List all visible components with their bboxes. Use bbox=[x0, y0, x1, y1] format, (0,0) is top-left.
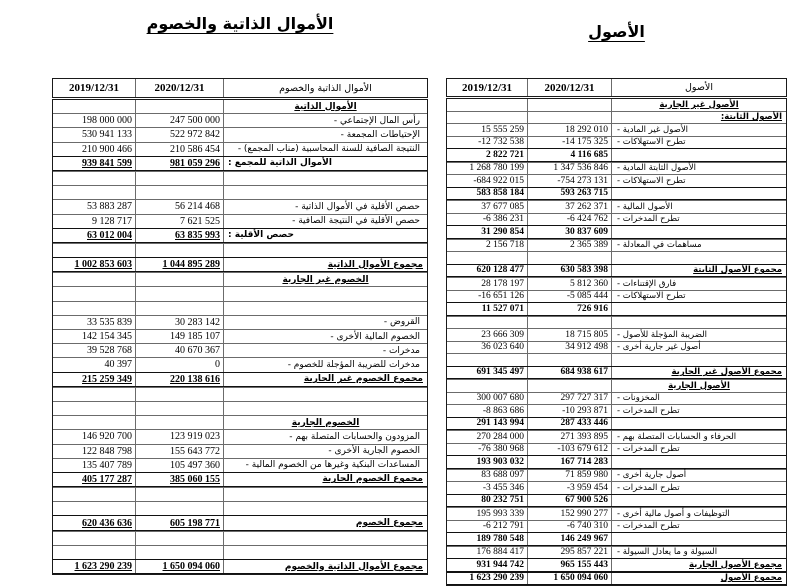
value-2019-cell: 939 841 599 bbox=[82, 157, 132, 169]
label-cell bbox=[611, 226, 786, 238]
label-cell: مجموع الأموال الذاتية والخصوم bbox=[223, 560, 427, 573]
label-cell: - الضريبة المؤجلة للأصول bbox=[611, 329, 786, 341]
value-2019-cell: 36 023 640 bbox=[481, 342, 524, 353]
value-2020-cell: -6 424 762 bbox=[527, 214, 611, 226]
label-cell bbox=[223, 532, 427, 545]
label-cell: الخصوم غير الجارية bbox=[223, 273, 427, 286]
table-row bbox=[53, 272, 427, 286]
table-row bbox=[53, 559, 427, 574]
value-2019-cell: -8 863 686 bbox=[482, 405, 524, 416]
label-cell: - النتيجة الصافية للسنة المحاسبية (مناب المجمع) bbox=[223, 143, 427, 156]
table-row bbox=[53, 444, 427, 458]
value-2019-cell: 33 535 839 bbox=[87, 316, 132, 328]
value-2020-cell: 726 916 bbox=[527, 303, 611, 315]
label-cell bbox=[223, 287, 427, 300]
table-row bbox=[447, 213, 786, 226]
page-title-liabilities: الأموال الذاتية والخصوم bbox=[146, 14, 334, 33]
value-2020-cell bbox=[135, 100, 223, 113]
value-2020-cell: 56 214 468 bbox=[135, 200, 223, 213]
value-2019-cell bbox=[447, 354, 527, 366]
value-2019-cell: 691 345 497 bbox=[476, 367, 524, 378]
label-cell: - المساعدات البنكية وغيرها من الخصوم المالية bbox=[223, 459, 427, 472]
table-row bbox=[53, 357, 427, 371]
table-row bbox=[447, 99, 786, 111]
table-row bbox=[447, 455, 786, 469]
value-2019-cell: 2 822 721 bbox=[486, 149, 524, 160]
table-row bbox=[53, 401, 427, 415]
label-cell: - مدخرات للضريبة المؤجلة للخصوم bbox=[223, 358, 427, 371]
value-2020-cell bbox=[527, 380, 611, 392]
column-header-2020: 2020/12/31 bbox=[135, 79, 223, 97]
value-2020-cell: 37 262 371 bbox=[527, 201, 611, 213]
value-2020-cell: 593 263 715 bbox=[527, 188, 611, 200]
value-2020-cell: 105 497 360 bbox=[135, 459, 223, 472]
value-2020-cell: 1 044 895 289 bbox=[135, 258, 223, 271]
value-2020-cell: -14 175 325 bbox=[527, 137, 611, 149]
value-2020-cell: 18 715 805 bbox=[527, 329, 611, 341]
table-row bbox=[53, 429, 427, 443]
table-row bbox=[53, 329, 427, 343]
value-2020-cell: 155 643 772 bbox=[135, 445, 223, 458]
value-2020-cell: 123 919 023 bbox=[135, 430, 223, 443]
label-cell: - الخصوم المالية الأخرى bbox=[223, 330, 427, 343]
value-2020-cell bbox=[135, 172, 223, 185]
value-2020-cell: -3 959 454 bbox=[527, 482, 611, 494]
value-2020-cell: 0 bbox=[135, 358, 223, 371]
value-2020-cell: -754 273 131 bbox=[527, 175, 611, 187]
label-cell bbox=[223, 186, 427, 199]
value-2019-cell: 176 884 417 bbox=[476, 547, 524, 558]
value-2019-cell: 1 002 853 603 bbox=[74, 259, 132, 271]
value-2020-cell: 63 835 993 bbox=[135, 229, 223, 242]
table-row bbox=[447, 469, 786, 482]
value-2019-cell: -6 212 791 bbox=[482, 521, 524, 532]
table-row bbox=[53, 257, 427, 272]
value-2019-cell bbox=[53, 273, 135, 286]
value-2019-cell bbox=[53, 402, 135, 415]
label-cell bbox=[611, 149, 786, 161]
liabilities-table-header bbox=[52, 78, 428, 98]
table-row bbox=[447, 290, 786, 303]
table-row bbox=[53, 214, 427, 228]
table-row bbox=[53, 199, 427, 213]
value-2019-cell: 1 268 780 199 bbox=[469, 163, 524, 174]
table-row bbox=[447, 404, 786, 417]
value-2019-cell: 146 920 700 bbox=[82, 431, 132, 443]
value-2020-cell: -5 085 444 bbox=[527, 291, 611, 303]
table-row bbox=[447, 225, 786, 239]
label-cell: - الأصول غير المادية bbox=[611, 124, 786, 136]
value-2020-cell: 247 500 000 bbox=[135, 114, 223, 127]
value-2019-cell: 405 177 287 bbox=[82, 473, 132, 485]
value-2019-cell: 189 780 548 bbox=[476, 533, 524, 544]
table-row bbox=[53, 531, 427, 545]
value-2020-cell bbox=[135, 388, 223, 401]
table-row bbox=[53, 228, 427, 243]
value-2020-cell: 210 586 454 bbox=[135, 143, 223, 156]
value-2019-cell bbox=[53, 546, 135, 559]
value-2019-cell: 135 407 789 bbox=[82, 459, 132, 471]
table-row bbox=[53, 127, 427, 141]
value-2019-cell: 23 666 309 bbox=[481, 329, 524, 340]
value-2019-cell: 210 900 466 bbox=[82, 143, 132, 155]
value-2020-cell: -6 740 310 bbox=[527, 521, 611, 533]
table-row bbox=[447, 379, 786, 392]
value-2020-cell: 1 347 536 846 bbox=[527, 163, 611, 175]
value-2020-cell bbox=[527, 99, 611, 111]
label-cell: - تطرح المدخرات bbox=[611, 482, 786, 494]
value-2020-cell: 167 714 283 bbox=[527, 456, 611, 468]
table-row bbox=[447, 123, 786, 136]
label-cell: - رأس المال الإجتماعي bbox=[223, 114, 427, 127]
value-2020-cell: 522 972 842 bbox=[135, 128, 223, 141]
value-2019-cell: 1 623 290 239 bbox=[469, 573, 524, 584]
value-2019-cell: 53 883 287 bbox=[87, 201, 132, 213]
value-2020-cell: 152 990 277 bbox=[527, 508, 611, 520]
table-row bbox=[447, 546, 786, 559]
value-2019-cell: 15 555 259 bbox=[481, 124, 524, 135]
assets-table-body bbox=[446, 98, 787, 586]
table-row bbox=[447, 277, 786, 290]
value-2020-cell: 2 365 389 bbox=[527, 240, 611, 252]
table-row bbox=[447, 353, 786, 366]
table-row bbox=[447, 328, 786, 341]
label-cell bbox=[223, 388, 427, 401]
value-2019-cell: 195 993 339 bbox=[476, 508, 524, 519]
value-2020-cell bbox=[135, 273, 223, 286]
value-2020-cell bbox=[135, 546, 223, 559]
value-2019-cell: 11 527 071 bbox=[481, 303, 524, 314]
value-2019-cell: 1 623 290 239 bbox=[74, 561, 132, 573]
label-cell: مجموع الخصوم غير الجارية bbox=[223, 373, 427, 386]
label-cell: - السيولة و ما يعادل السيولة bbox=[611, 547, 786, 559]
label-cell bbox=[611, 188, 786, 200]
label-cell: - القروض bbox=[223, 316, 427, 329]
value-2019-cell bbox=[447, 252, 527, 264]
label-cell: - الحرفاء و الحسابات المتصلة بهم bbox=[611, 431, 786, 443]
label-cell: الأصول الجارية bbox=[611, 380, 786, 392]
value-2019-cell bbox=[53, 388, 135, 401]
table-row bbox=[447, 366, 786, 380]
value-2020-cell bbox=[135, 302, 223, 315]
label-cell: الخصوم الجارية bbox=[223, 416, 427, 429]
label-cell: - تطرح الاستهلاكات bbox=[611, 175, 786, 187]
label-cell: - الخصوم الجارية الأخرى bbox=[223, 445, 427, 458]
value-2020-cell: 287 433 446 bbox=[527, 418, 611, 430]
table-row bbox=[447, 532, 786, 546]
value-2020-cell: 965 155 443 bbox=[527, 559, 611, 571]
column-header-label: الأصول bbox=[611, 79, 786, 96]
value-2019-cell bbox=[53, 302, 135, 315]
value-2020-cell: 4 116 685 bbox=[527, 149, 611, 161]
value-2019-cell: -6 386 231 bbox=[482, 214, 524, 225]
table-row bbox=[447, 417, 786, 431]
value-2020-cell: 34 912 498 bbox=[527, 342, 611, 354]
table-row bbox=[53, 343, 427, 357]
label-cell: الأصول الثابتة: bbox=[611, 112, 786, 124]
label-cell bbox=[223, 402, 427, 415]
value-2020-cell: 295 857 221 bbox=[527, 547, 611, 559]
value-2020-cell: 146 249 967 bbox=[527, 533, 611, 545]
value-2019-cell: 193 903 032 bbox=[476, 456, 524, 467]
liabilities-table bbox=[52, 78, 428, 575]
value-2019-cell bbox=[53, 416, 135, 429]
table-row bbox=[53, 515, 427, 530]
table-row bbox=[447, 392, 786, 405]
table-row bbox=[53, 472, 427, 487]
value-2020-cell: 7 621 525 bbox=[135, 215, 223, 228]
table-row bbox=[447, 251, 786, 264]
table-row bbox=[447, 136, 786, 149]
table-row bbox=[447, 558, 786, 572]
value-2019-cell: 583 858 184 bbox=[476, 188, 524, 199]
value-2020-cell: 40 670 367 bbox=[135, 344, 223, 357]
value-2019-cell: 80 232 751 bbox=[481, 495, 524, 506]
table-row bbox=[447, 316, 786, 329]
value-2019-cell: 300 007 680 bbox=[476, 393, 524, 404]
value-2019-cell: 28 178 197 bbox=[481, 278, 524, 289]
value-2019-cell bbox=[447, 317, 527, 329]
table-row bbox=[447, 341, 786, 354]
value-2019-cell: -76 380 968 bbox=[478, 444, 524, 455]
label-cell bbox=[223, 546, 427, 559]
value-2020-cell: 605 198 771 bbox=[135, 516, 223, 529]
value-2020-cell bbox=[527, 354, 611, 366]
value-2020-cell: 630 583 398 bbox=[527, 265, 611, 277]
value-2019-cell: 291 143 994 bbox=[476, 418, 524, 429]
label-cell bbox=[223, 502, 427, 515]
table-row bbox=[53, 387, 427, 401]
label-cell bbox=[223, 302, 427, 315]
table-row bbox=[447, 200, 786, 213]
table-row bbox=[447, 174, 786, 187]
table-row bbox=[53, 545, 427, 559]
value-2019-cell: 620 436 636 bbox=[82, 517, 132, 529]
label-cell: - تطرح المدخرات bbox=[611, 444, 786, 456]
value-2020-cell bbox=[527, 112, 611, 124]
value-2019-cell: 530 941 133 bbox=[82, 129, 132, 141]
value-2020-cell bbox=[135, 416, 223, 429]
label-cell: - مدخرات bbox=[223, 344, 427, 357]
table-row bbox=[53, 458, 427, 472]
value-2019-cell: -16 651 126 bbox=[478, 291, 524, 302]
value-2020-cell: 30 283 142 bbox=[135, 316, 223, 329]
value-2020-cell bbox=[135, 532, 223, 545]
table-row bbox=[53, 487, 427, 501]
value-2019-cell: 215 259 349 bbox=[82, 373, 132, 385]
label-cell: مجموع الأصول الثابتة bbox=[611, 265, 786, 277]
table-row bbox=[53, 501, 427, 515]
value-2020-cell: 18 292 010 bbox=[527, 124, 611, 136]
label-cell bbox=[611, 533, 786, 545]
label-cell bbox=[611, 354, 786, 366]
label-cell bbox=[611, 495, 786, 507]
label-cell: - تطرح المدخرات bbox=[611, 214, 786, 226]
label-cell bbox=[611, 317, 786, 329]
column-header-label: الأموال الذاتية والخصوم bbox=[223, 79, 427, 97]
label-cell: - تطرح المدخرات bbox=[611, 405, 786, 417]
label-cell: - أصول غير جارية أخرى bbox=[611, 342, 786, 354]
table-row bbox=[53, 243, 427, 257]
label-cell bbox=[611, 252, 786, 264]
table-row bbox=[447, 187, 786, 201]
value-2019-cell: 198 000 000 bbox=[82, 115, 132, 127]
value-2019-cell: 63 012 004 bbox=[87, 229, 132, 241]
table-row bbox=[53, 185, 427, 199]
value-2019-cell: -684 922 015 bbox=[473, 175, 524, 186]
value-2019-cell bbox=[53, 172, 135, 185]
value-2020-cell: 271 393 895 bbox=[527, 431, 611, 443]
value-2020-cell: 220 138 616 bbox=[135, 373, 223, 386]
column-header-2019: 2019/12/31 bbox=[68, 82, 120, 94]
value-2020-cell: 30 837 609 bbox=[527, 226, 611, 238]
value-2019-cell: 142 154 345 bbox=[82, 331, 132, 343]
label-cell: - حصص الأقلية في الأموال الذاتية bbox=[223, 200, 427, 213]
value-2019-cell bbox=[53, 502, 135, 515]
value-2020-cell: 1 650 094 060 bbox=[527, 573, 611, 585]
value-2019-cell: 9 128 717 bbox=[92, 215, 132, 227]
table-row bbox=[447, 302, 786, 316]
label-cell: - مساهمات في المعادلة bbox=[611, 240, 786, 252]
value-2020-cell: 5 812 360 bbox=[527, 278, 611, 290]
value-2019-cell: 40 397 bbox=[104, 359, 132, 371]
table-row bbox=[447, 148, 786, 162]
table-row bbox=[447, 572, 786, 586]
value-2020-cell bbox=[135, 287, 223, 300]
label-cell: الأموال الذاتية bbox=[223, 100, 427, 113]
value-2019-cell bbox=[447, 112, 527, 124]
value-2019-cell: 620 128 477 bbox=[476, 265, 524, 276]
label-cell: - حصص الأقلية في النتيجة الصافية bbox=[223, 215, 427, 228]
table-row bbox=[447, 111, 786, 124]
value-2019-cell: 37 677 085 bbox=[481, 201, 524, 212]
table-row bbox=[53, 113, 427, 127]
value-2020-cell bbox=[527, 252, 611, 264]
value-2019-cell bbox=[53, 287, 135, 300]
label-cell: مجموع الأصول غير الجارية bbox=[611, 367, 786, 379]
table-row bbox=[53, 286, 427, 300]
value-2019-cell: 122 848 798 bbox=[82, 445, 132, 457]
label-cell: - التوظيفات و أصول مالية أخرى bbox=[611, 508, 786, 520]
label-cell: مجموع الأصول الجارية bbox=[611, 559, 786, 571]
value-2020-cell: 981 059 296 bbox=[135, 157, 223, 170]
label-cell: الأموال الذاتية للمجمع : bbox=[223, 157, 427, 170]
value-2020-cell: 297 727 317 bbox=[527, 393, 611, 405]
label-cell bbox=[611, 418, 786, 430]
label-cell: - تطرح الاستهلاكات bbox=[611, 137, 786, 149]
column-header-2020: 2020/12/31 bbox=[527, 79, 611, 96]
value-2019-cell: 39 528 768 bbox=[87, 345, 132, 357]
table-row bbox=[53, 100, 427, 113]
label-cell bbox=[611, 456, 786, 468]
label-cell: حصص الأقلية : bbox=[223, 229, 427, 242]
table-row bbox=[447, 494, 786, 508]
value-2020-cell: -10 293 871 bbox=[527, 405, 611, 417]
table-row bbox=[53, 142, 427, 156]
label-cell: - أصول جارية أخرى bbox=[611, 470, 786, 482]
label-cell bbox=[223, 172, 427, 185]
assets-table bbox=[446, 78, 787, 586]
table-row bbox=[53, 171, 427, 185]
value-2019-cell bbox=[447, 380, 527, 392]
table-row bbox=[53, 156, 427, 171]
label-cell bbox=[611, 303, 786, 315]
table-row bbox=[447, 430, 786, 443]
value-2020-cell: 684 938 617 bbox=[527, 367, 611, 379]
table-row bbox=[53, 315, 427, 329]
value-2020-cell bbox=[135, 402, 223, 415]
value-2020-cell: -103 679 612 bbox=[527, 444, 611, 456]
table-row bbox=[447, 239, 786, 252]
label-cell bbox=[223, 244, 427, 257]
table-row bbox=[447, 507, 786, 520]
table-row bbox=[53, 415, 427, 429]
label-cell bbox=[223, 488, 427, 501]
label-cell: مجموع الأموال الذاتية bbox=[223, 258, 427, 271]
page-title-assets: الأصول bbox=[588, 22, 645, 41]
value-2019-cell bbox=[53, 488, 135, 501]
label-cell: مجموع الأصول bbox=[611, 573, 786, 585]
table-row bbox=[53, 372, 427, 387]
label-cell: - فارق الإقتناءات bbox=[611, 278, 786, 290]
value-2019-cell bbox=[447, 99, 527, 111]
value-2019-cell: 31 290 854 bbox=[481, 226, 524, 237]
label-cell: - المخزونات bbox=[611, 393, 786, 405]
label-cell: مجموع الخصوم الجارية bbox=[223, 473, 427, 486]
value-2019-cell: 931 944 742 bbox=[476, 559, 524, 570]
value-2020-cell bbox=[135, 502, 223, 515]
label-cell: الأصول غير الجارية bbox=[611, 99, 786, 111]
value-2019-cell bbox=[53, 100, 135, 113]
value-2019-cell: -12 732 538 bbox=[478, 137, 524, 148]
value-2019-cell bbox=[53, 532, 135, 545]
label-cell: - الأصول المالية bbox=[611, 201, 786, 213]
value-2019-cell: 83 688 097 bbox=[481, 470, 524, 481]
value-2020-cell: 71 859 980 bbox=[527, 470, 611, 482]
label-cell: - تطرح الاستهلاكات bbox=[611, 291, 786, 303]
value-2020-cell: 67 900 526 bbox=[527, 495, 611, 507]
table-row bbox=[447, 443, 786, 456]
label-cell: - تطرح المدخرات bbox=[611, 521, 786, 533]
value-2019-cell: -3 455 346 bbox=[482, 482, 524, 493]
value-2020-cell: 385 060 155 bbox=[135, 473, 223, 486]
table-row bbox=[447, 520, 786, 533]
value-2020-cell bbox=[135, 186, 223, 199]
value-2020-cell bbox=[527, 317, 611, 329]
value-2020-cell bbox=[135, 244, 223, 257]
value-2020-cell: 149 185 107 bbox=[135, 330, 223, 343]
column-header-2019: 2019/12/31 bbox=[461, 81, 513, 94]
table-row bbox=[447, 162, 786, 175]
assets-table-header bbox=[446, 78, 787, 97]
table-row bbox=[447, 264, 786, 278]
value-2020-cell: 1 650 094 060 bbox=[135, 560, 223, 573]
value-2019-cell bbox=[53, 244, 135, 257]
label-cell: - الإحتياطات المجمعة bbox=[223, 128, 427, 141]
value-2019-cell: 2 156 718 bbox=[486, 240, 524, 251]
liabilities-table-body bbox=[52, 99, 428, 575]
label-cell: - المزودون والحسابات المتصلة بهم bbox=[223, 430, 427, 443]
value-2020-cell bbox=[135, 488, 223, 501]
value-2019-cell bbox=[53, 186, 135, 199]
value-2019-cell: 270 284 000 bbox=[476, 431, 524, 442]
table-row bbox=[53, 301, 427, 315]
label-cell: مجموع الخصوم bbox=[223, 516, 427, 529]
label-cell: - الأصول الثابتة المادية bbox=[611, 163, 786, 175]
table-row bbox=[447, 481, 786, 494]
